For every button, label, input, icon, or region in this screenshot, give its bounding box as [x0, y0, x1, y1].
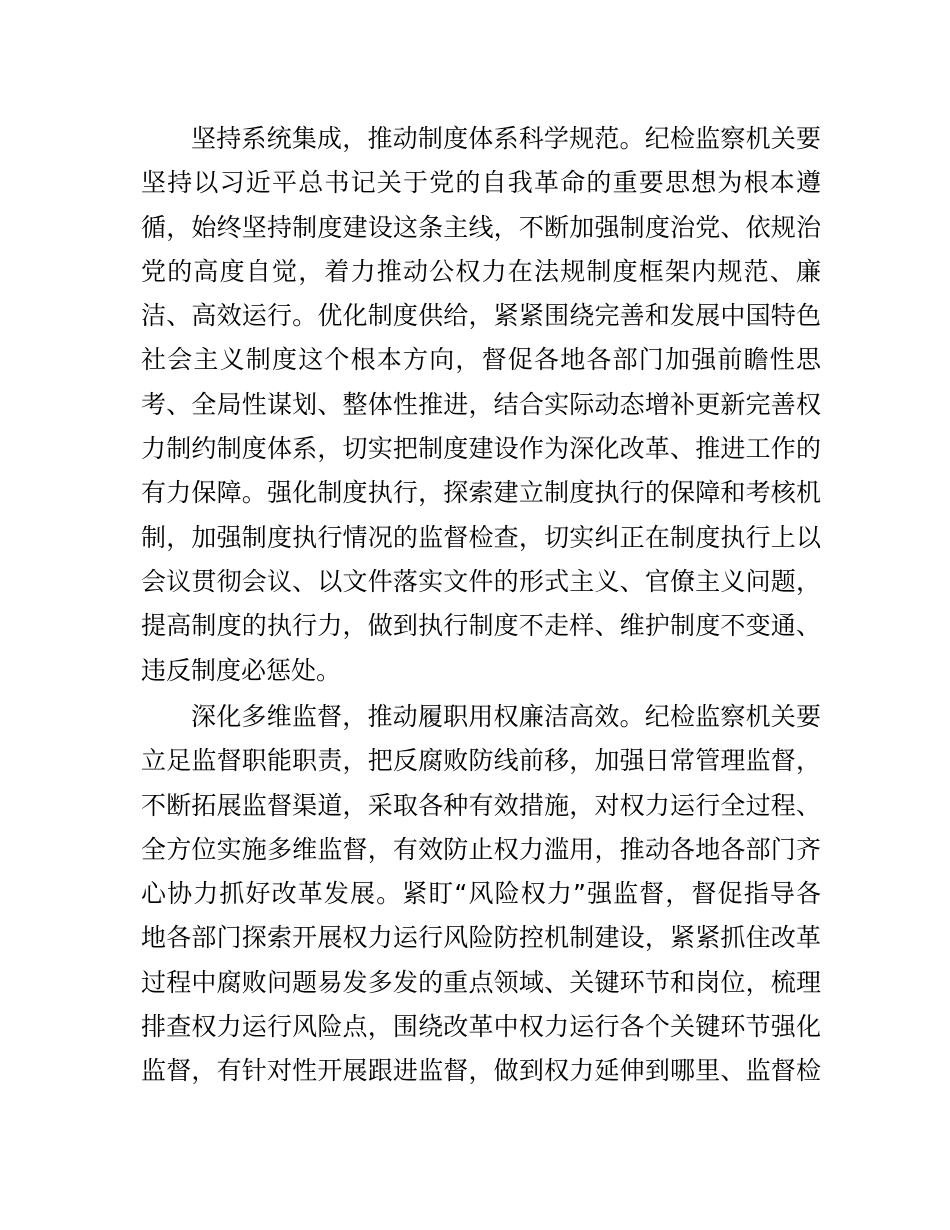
text-line: 循，始终坚持制度建设这条主线，不断加强制度治党、依规治 [141, 212, 821, 242]
text-line: 党的高度自觉，着力推动公权力在法规制度框架内规范、廉 [141, 256, 821, 286]
text-line: 深化多维监督，推动履职用权廉洁高效。纪检监察机关要 [191, 702, 821, 731]
text-line: 制，加强制度执行情况的监督检查，切实纠正在制度执行上以 [141, 522, 821, 552]
text-line: 会议贯彻会议、以文件落实文件的形式主义、官僚主义问题， [141, 566, 821, 596]
text-line: 监督，有针对性开展跟进监督，做到权力延伸到哪里、监督检 [141, 1056, 821, 1086]
text-line: 过程中腐败问题易发多发的重点领域、关键环节和岗位，梳理 [141, 967, 821, 997]
text-line: 社会主义制度这个根本方向，督促各地各部门加强前瞻性思 [141, 345, 821, 375]
text-line: 有力保障。强化制度执行，探索建立制度执行的保障和考核机 [141, 478, 821, 508]
text-line: 全方位实施多维监督，有效防止权力滥用，推动各地各部门齐 [141, 834, 821, 864]
text-line: 立足监督职能职责，把反腐败防线前移，加强日常管理监督， [141, 746, 821, 776]
text-line: 坚持以习近平总书记关于党的自我革命的重要思想为根本遵 [141, 168, 821, 198]
text-line: 坚持系统集成，推动制度体系科学规范。纪检监察机关要 [191, 124, 821, 153]
paragraph-system-integration [141, 117, 821, 693]
text-line: 提高制度的执行力，做到执行制度不走样、维护制度不变通、 [141, 611, 821, 641]
text-line: 心协力抓好改革发展。紧盯“风险权力”强监督，督促指导各 [141, 879, 821, 909]
text-line: 洁、高效运行。优化制度供给，紧紧围绕完善和发展中国特色 [141, 301, 821, 331]
text-line: 考、全局性谋划、整体性推进，结合实际动态增补更新完善权 [141, 389, 821, 419]
text-line: 不断拓展监督渠道，采取各种有效措施，对权力运行全过程、 [141, 790, 821, 820]
paragraph-multidimensional-supervision [141, 695, 821, 1094]
text-line: 违反制度必惩处。 [141, 655, 342, 685]
text-line: 地各部门探索开展权力运行风险防控机制建设，紧紧抓住改革 [141, 923, 821, 953]
text-line: 排查权力运行风险点，围绕改革中权力运行各个关键环节强化 [141, 1012, 821, 1042]
text-line: 力制约制度体系，切实把制度建设作为深化改革、推进工作的 [141, 434, 821, 464]
